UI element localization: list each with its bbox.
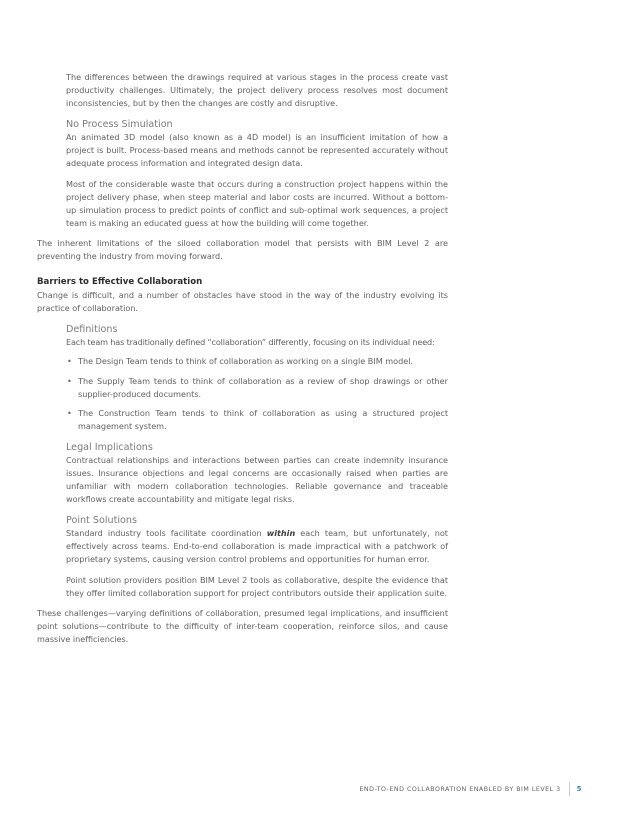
paragraph-definitions-intro: Each team has traditionally defined “collaboration” differently, focusing on its individual need: — [66, 337, 435, 348]
page-number: 5 — [576, 785, 582, 793]
subheading-legal-implications: Legal Implications — [66, 441, 153, 453]
paragraph-point-providers: Point solution providers position BIM Level 2 tools as collaborative, despite the evidence that they offer limited collaboration support for project contributors outside their application suite. — [66, 574, 448, 598]
bullet-icon: • — [67, 356, 72, 367]
footer-divider — [569, 782, 570, 796]
paragraph-drawings: The differences between the drawings required at various stages in the process create vast productivity challenges. Ultimately, the project delivery process resolves most document inconsistencies, but by then the changes are costly and disruptive. — [66, 72, 448, 109]
paragraph-limitations: The inherent limitations of the siloed collaboration model that persists with BIM Level 2 are preventing the industry from moving forward. — [37, 237, 448, 262]
definitions-block — [37, 336, 448, 433]
page-footer — [359, 782, 582, 796]
bullet-icon: • — [67, 375, 72, 386]
subheading-point-solutions: Point Solutions — [66, 515, 137, 527]
page-content — [37, 71, 448, 646]
paragraph-barriers-intro: Change is difficult, and a number of obstacles have stood in the way of the industry evolving its practice of collaboration. — [37, 290, 448, 314]
list-item: • The Supply Team tends to think of collaboration as a review of shop drawings or other supplier-produced documents. — [67, 375, 448, 399]
paragraph-4d-model: An animated 3D model (also known as a 4D model) is an insufficient imitation of how a project is built. Process-based means and methods cannot be represented accurately without adequate process information and integrated design data. — [66, 132, 448, 169]
paragraph-waste: Most of the considerable waste that occurs during a construction project happens within the project delivery phase, when steep material and labor costs are incurred. Without a bottom-up simulation process to predict points of conflict and sub-optimal work sequences, a project team is making an educated guess at how the building will come together. — [66, 178, 448, 228]
paragraph-point-solutions: Standard industry tools facilitate coordination within each team, but unfortunately, not effectively across teams. End-to-end collaboration is made impractical with a patchwork of proprietary systems, causing version control problems and opportunities for human error. — [66, 528, 448, 565]
footer-title: END-TO-END COLLABORATION ENABLED BY BIM LEVEL 3 — [359, 785, 561, 793]
paragraph-conclusion: These challenges—varying definitions of collaboration, presumed legal implications, and insufficient point solutions—contribute to the difficulty of inter-team cooperation, reinforce silos, and cause massive inefficiencies. — [37, 607, 448, 644]
heading-barriers: Barriers to Effective Collaboration — [37, 277, 203, 288]
emphasis-within: within — [266, 528, 296, 539]
bullet-icon: • — [67, 407, 72, 418]
paragraph-legal: Contractual relationships and interactions between parties can create indemnity insurance issues. Insurance objections and legal concerns are occasionally raised when parties are unfamiliar with modern collaboration technologies. Reliable governance and traceable workflows create accountability and mitigate legal risks. — [66, 454, 448, 505]
definitions-list — [66, 355, 448, 432]
subheading-no-process-simulation: No Process Simulation — [66, 119, 173, 131]
list-item: • The Construction Team tends to think of collaboration as using a structured project management system. — [67, 407, 448, 431]
list-item: • The Design Team tends to think of collaboration as working on a single BIM model. — [66, 355, 448, 368]
subheading-definitions: Definitions — [66, 324, 118, 336]
